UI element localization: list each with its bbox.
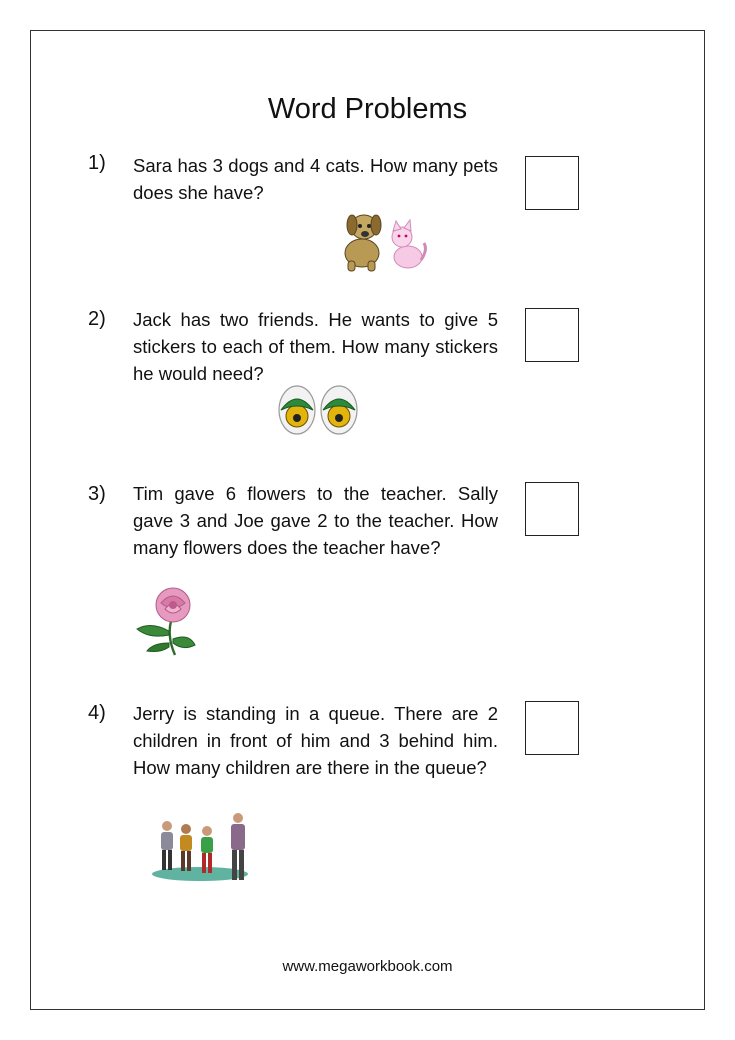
problem-3-number: 3) [88,483,106,505]
problem-2-answer-box[interactable] [525,308,579,362]
rose-icon [133,585,197,657]
problem-4-number: 4) [88,702,106,724]
problem-2-number: 2) [88,308,106,330]
problem-3-text: Tim gave 6 flowers to the teacher. Sally gave 3 and Joe gave 2 to the teacher. How many flowers does the teacher have? [133,483,498,558]
problem-1-answer-box[interactable] [525,156,579,210]
queue-of-people-icon [150,810,254,888]
page-title: Word Problems [267,93,468,125]
problem-2-text: Jack has two friends. He wants to give 5 stickers to each of them. How many stickers he would need? [133,309,498,384]
eye-stickers-icon [277,384,361,436]
problem-1-number: 1) [88,152,106,174]
problem-4-text: Jerry is standing in a queue. There are 2 children in front of him and 3 behind him. How many children are there in the queue? [133,703,498,778]
problem-4-answer-box[interactable] [525,701,579,755]
dog-and-cat-icon [338,205,430,275]
problem-1-text: Sara has 3 dogs and 4 cats. How many pets does she have? [133,155,498,203]
problem-3-answer-box[interactable] [525,482,579,536]
footer-website: www.megaworkbook.com [282,958,453,975]
